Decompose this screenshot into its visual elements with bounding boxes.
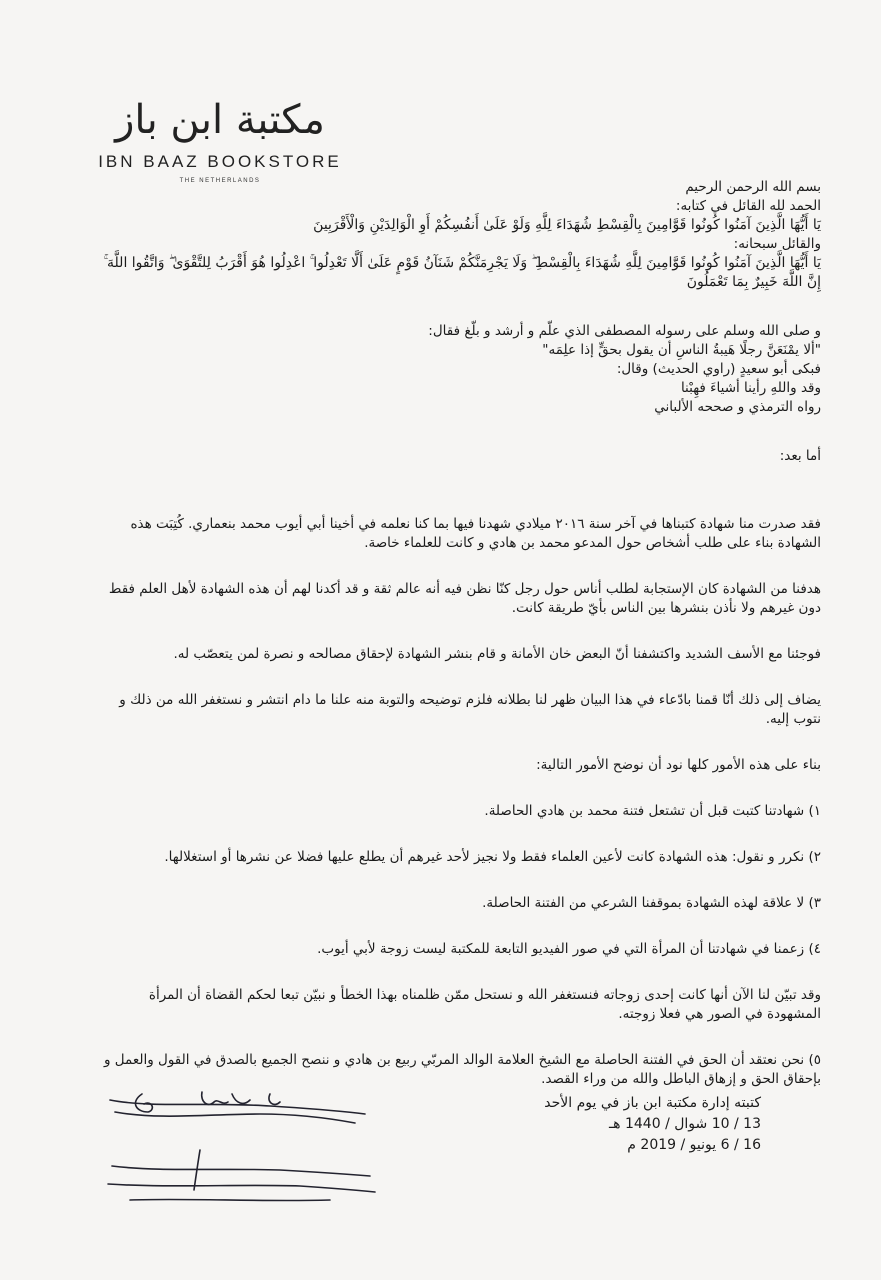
signatures: [90, 1080, 380, 1220]
verse-2: يَا أَيُّهَا الَّذِينَ آمَنُوا كُونُوا قَوَّامِينَ لِلَّهِ شُهَدَاءَ بِالْقِسْطِ ۖ وَلَا يَجْرِمَنَّكُمْ شَنَآنُ قَوْمٍ عَلَىٰ أَلَّا تَعْدِلُوا ۚ اعْدِلُوا هُوَ أَقْرَبُ لِلتَّقْوَىٰ ۖ وَاتَّقُوا اللَّهَ ۚ إِنَّ اللَّهَ خَبِيرٌ بِمَا تَعْمَلُونَ: [103, 255, 821, 290]
paragraph-3: فوجئنا مع الأسف الشديد واكتشفنا أنّ البعض خان الأمانة و قام بنشر الشهادة لإحقاق مصالحه و نصرة لمن يتعصّب له.: [173, 646, 821, 662]
verse-1: يَا أَيُّهَا الَّذِينَ آمَنُوا كُونُوا قَوَّامِينَ بِالْقِسْطِ شُهَدَاءَ لِلَّهِ وَلَوْ عَلَىٰ أَنفُسِكُمْ أَوِ الْوَالِدَيْنِ وَالْأَقْرَبِينَ: [313, 217, 821, 233]
footer-hijri-date: 13 / 10 شوال / 1440 هـ: [609, 1116, 761, 1132]
signature-drawing: [90, 1080, 380, 1220]
hadith-intro: و صلى الله وسلم على رسوله المصطفى الذي علّم و أرشد و بلّغ فقال:: [428, 323, 821, 339]
list-item-2: ٢) نكرر و نقول: هذه الشهادة كانت لأعين العلماء فقط ولا نجيز لأحد غيرهم أن يطلع عليها فضلا عن نشرها أو استغلالها.: [164, 849, 821, 865]
qaail-line: والقائل سبحانه:: [733, 236, 821, 252]
paragraph-4: يضاف إلى ذلك أنّا قمنا بادّعاء في هذا البيان ظهر لنا بطلانه فلزم توضيحه والتوبة منه علنا ما دام انتشر و نستغفر الله من ذلك و نتوب إليه.: [119, 692, 821, 727]
letter-body: [92, 178, 821, 1116]
bookstore-logo: [95, 92, 345, 184]
hadith-line-3: فبكى أبو سعيدٍ (راوي الحديث) وقال:: [616, 361, 821, 377]
paragraph-2: هدفنا من الشهادة كان الإستجابة لطلب أناس حول رجل كنّا نظن فيه أنه عالم ثقة و قد أكدنا لهم أن هذه الشهادة لأهل العلم فقط دون غيرهم ولا نأذن بنشرها بين الناس بأيّ طريقة كانت.: [108, 581, 821, 616]
logo-english: IBN BAAZ BOOKSTORE: [98, 152, 342, 171]
list-item-3: ٣) لا علاقة لهذه الشهادة بموقفنا الشرعي من الفتنة الحاصلة.: [482, 895, 821, 911]
basmala: بسم الله الرحمن الرحيم: [685, 179, 821, 195]
paragraph-5: بناء على هذه الأمور كلها نود أن نوضح الأمور التالية:: [536, 757, 821, 773]
logo-arabic: مكتبة ابن باز: [115, 97, 325, 143]
footer-written-by: كتبته إدارة مكتبة ابن باز في يوم الأحد: [544, 1095, 761, 1111]
amma-baad: أما بعد:: [779, 448, 821, 464]
paragraph-1: فقد صدرت منا شهادة كتبناها في آخر سنة ٢٠١٦ ميلادي شهدنا فيها بما كنا نعلمه في أخينا أبي أيوب محمد بنعماري. كُتِبَت هذه الشهادة بناء على طلب أشخاص حول المدعو محمد بن هادي و كانت للعلماء خاصة.: [130, 516, 821, 551]
list-item-1: ١) شهادتنا كتبت قبل أن تشتعل فتنة محمد بن هادي الحاصلة.: [484, 803, 821, 819]
letter-footer: [544, 1093, 761, 1156]
hadith-text: "ألا يمْنَعَنَّ رجلًا هَيبةُ الناسِ أن يقول بحقٍّ إذا علِمَه": [542, 342, 821, 358]
hadith-source: رواه الترمذي و صححه الألباني: [654, 399, 821, 415]
list-item-4: ٤) زعمنا في شهادتنا أن المرأة التي في صور الفيديو التابعة للمكتبة ليست زوجة لأبي أيوب.: [317, 941, 821, 957]
footer-gregorian-date: 16 / 6 يونيو / 2019 م: [627, 1137, 761, 1153]
logo-subtitle: THE NETHERLANDS: [179, 178, 261, 184]
hadith-line-4: وقد واللهِ رأينا أشياءَ فهِبْنا: [680, 380, 821, 396]
list-item-5: ٥) نحن نعتقد أن الحق في الفتنة الحاصلة مع الشيخ العلامة الوالد المربّي ربيع بن هادي و ننصح الجميع بالصدق في القول والعمل و بإحقاق الحق و إزهاق الباطل والله من وراء القصد.: [104, 1052, 821, 1087]
paragraph-6: وقد تبيّن لنا الآن أنها كانت إحدى زوجاته فنستغفر الله و نستحل ممّن ظلمناه بهذا الخطأ و نبيّن تبعا لحكم القضاة أن المرأة المشهودة في الصور هي فعلا زوجته.: [148, 987, 821, 1022]
hamd-line: الحمد لله القائل في كتابه:: [675, 198, 821, 214]
